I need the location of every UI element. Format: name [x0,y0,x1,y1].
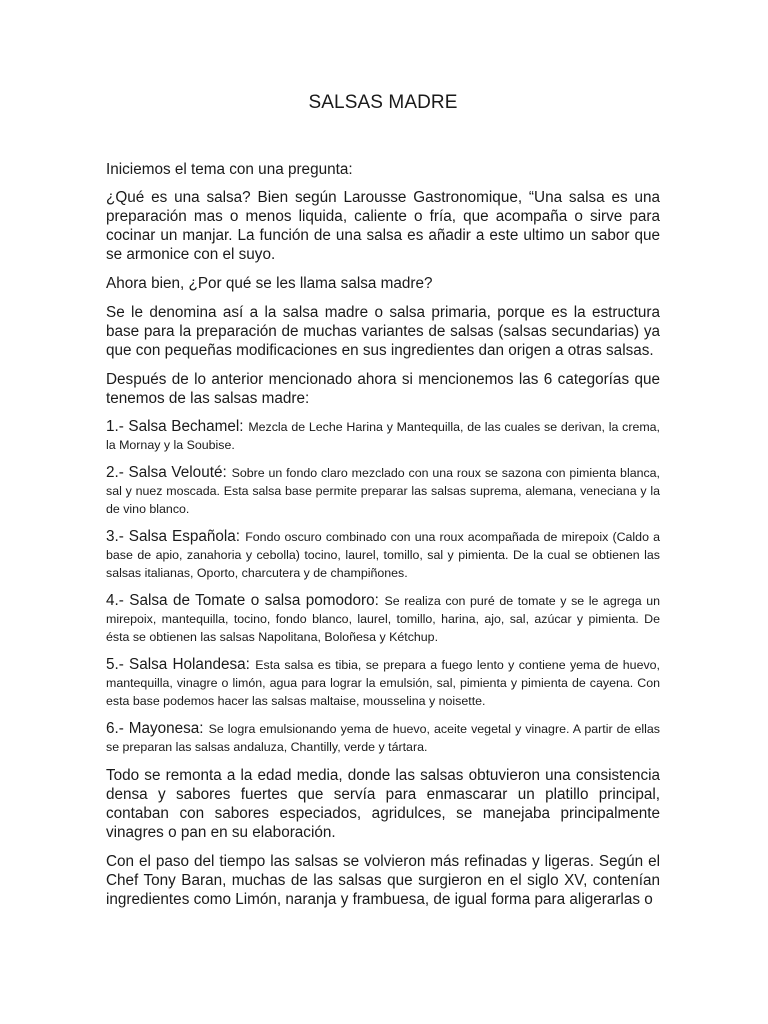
category-name: 3.- Salsa Española: [106,528,241,545]
category-tomate [106,592,660,646]
paragraph-intro: Iniciemos el tema con una pregunta: [106,161,353,178]
paragraph-history: Todo se remonta a la edad media, donde las salsas obtuvieron una consistencia densa y sabores fuertes que servía para enmascarar un platillo principal, contaban con sabores especiados, agridulces, se manejaba principalmente vinagres o pan en su elaboración. [106,767,660,841]
category-description: Se realiza con puré de tomate y se le agrega un mirepoix, mantequilla, tocino, fondo blanco, laurel, tomillo, harina, ajo, sal, azúcar y pimienta. De ésta se obtienen las salsas Napolitana, Boloñesa y Kétchup. [106,594,660,644]
paragraph-categories-intro: Después de lo anterior mencionado ahora si mencionemos las 6 categorías que tenemos de las salsas madre: [106,371,660,407]
category-name: 2.- Salsa Velouté: [106,464,227,481]
category-description: Sobre un fondo claro mezclado con una roux se sazona con pimienta blanca, sal y nuez moscada. Esta salsa base permite preparar las salsas suprema, alemana, veneciana y la de vino blanco. [106,466,661,516]
category-bechamel [106,418,660,454]
category-description: Esta salsa es tibia, se prepara a fuego lento y contiene yema de huevo, mantequilla, vinagre o limón, agua para lograr la emulsión, sal, pimienta y pimienta de cayena. Con esta base podemos hacer las salsas maltaise, mousselina y noisette. [106,658,660,708]
paragraph-evolution: Con el paso del tiempo las salsas se volvieron más refinadas y ligeras. Según el Chef Tony Baran, muchas de las salsas que surgieron en el siglo XV, contenían ingredientes como Limón, naranja y frambuesa, de igual forma para aligerarlas o [106,853,660,908]
category-name: 1.- Salsa Bechamel: [106,418,244,435]
category-holandesa [106,656,660,710]
category-description: Se logra emulsionando yema de huevo, aceite vegetal y vinagre. A partir de ellas se preparan las salsas andaluza, Chantilly, verde y tártara. [106,722,660,754]
category-name: 6.- Mayonesa: [106,720,204,737]
category-name: 4.- Salsa de Tomate o salsa pomodoro: [106,592,379,609]
paragraph-definition: ¿Qué es una salsa? Bien según Larousse Gastronomique, “Una salsa es una preparación mas o menos liquida, caliente o fría, que acompaña o sirve para cocinar un manjar. La función de una salsa es añadir a este ultimo un sabor que se armonice con el suyo. [106,189,660,263]
paragraph-explanation: Se le denomina así a la salsa madre o salsa primaria, porque es la estructura base para la preparación de muchas variantes de salsas (salsas secundarias) ya que con pequeñas modificaciones en sus ingredientes dan origen a otras salsas. [106,304,660,359]
category-mayonesa [106,720,660,756]
category-name: 5.- Salsa Holandesa: [106,656,250,673]
category-espanola [106,528,660,582]
document-title: SALSAS MADRE [308,92,458,113]
category-veloute [106,464,660,518]
category-description: Mezcla de Leche Harina y Mantequilla, de las cuales se derivan, la crema, la Mornay y la Soubise. [106,420,660,452]
category-description: Fondo oscuro combinado con una roux acompañada de mirepoix (Caldo a base de apio, zanahoria y cebolla) tocino, laurel, tomillo, sal y pimienta. De la cual se obtienen las salsas italianas, Oporto, charcutera y de champiñones. [106,530,660,580]
document-page [106,92,660,919]
paragraph-question: Ahora bien, ¿Por qué se les llama salsa madre? [106,275,433,292]
